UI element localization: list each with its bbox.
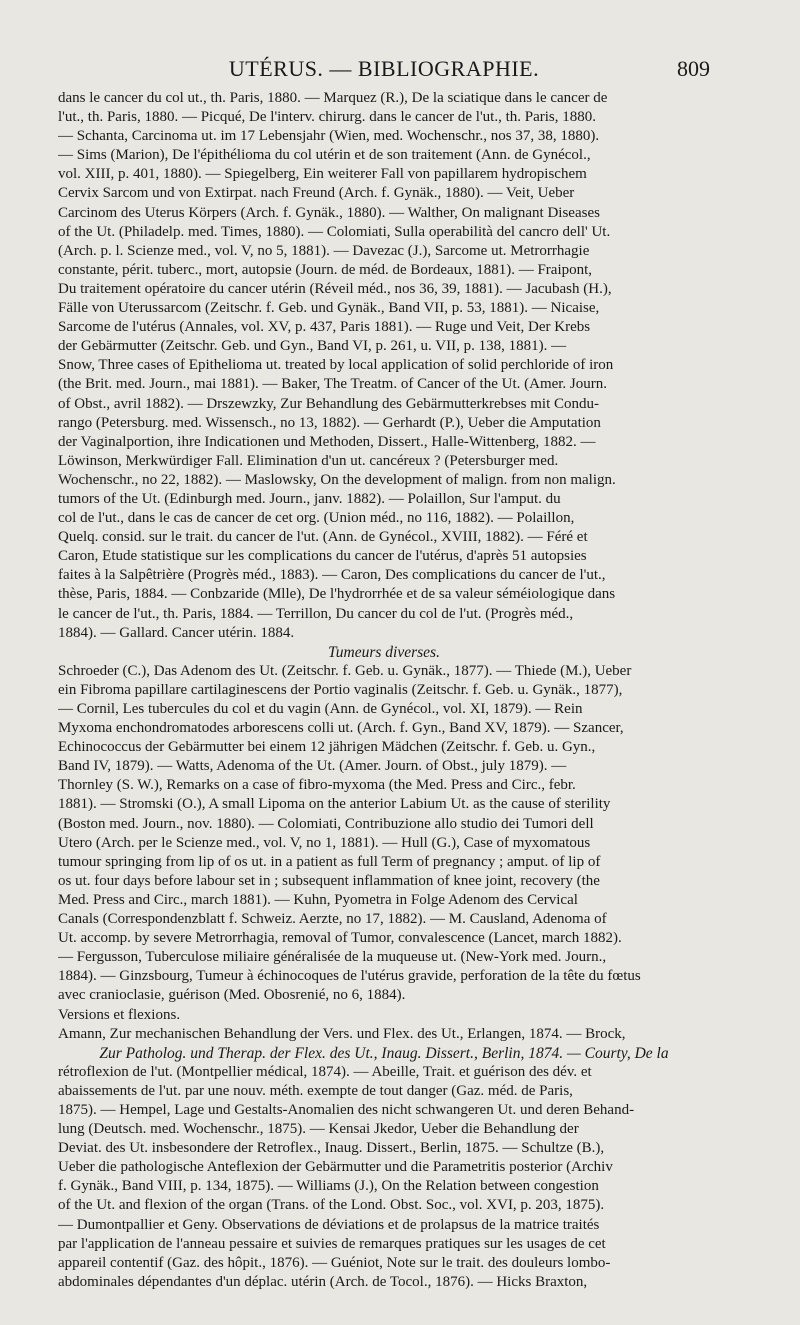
bibliography-text bbox=[58, 89, 710, 1292]
text-line: Utero (Arch. per le Scienze med., vol. V, no 1, 1881). — Hull (G.), Case of myxomatous bbox=[58, 834, 591, 851]
text-line: Band IV, 1879). — Watts, Adenoma of the Ut. (Amer. Journ. of Obst., july 1879). — bbox=[58, 758, 567, 775]
text-line: of the Ut. and flexion of the organ (Trans. of the Lond. Obst. Soc., vol. XVI, p. 203, 1875). bbox=[58, 1197, 605, 1214]
text-line: Echinococcus der Gebärmutter bei einem 12 jährigen Mädchen (Zeitschr. f. Geb. u. Gyn., bbox=[58, 739, 596, 756]
text-line: der Vaginalportion, ihre Indicationen und Methoden, Dissert., Halle-Wittenberg, 1882. — bbox=[58, 433, 596, 450]
text-line: 1884). — Ginzsbourg, Tumeur à échinocoques de l'utérus gravide, perforation de la tête du fœtus bbox=[58, 968, 641, 985]
text-line: rétroflexion de l'ut. (Montpellier médical, 1874). — Abeille, Trait. et guérison des dév. et bbox=[58, 1063, 592, 1080]
text-line: Schroeder (C.), Das Adenom des Ut. (Zeitschr. f. Geb. u. Gynäk., 1877). — Thiede (M.), Ueber bbox=[58, 662, 632, 679]
text-line: Du traitement opératoire du cancer utérin (Réveil méd., nos 36, 39, 1881). — Jacubash (H.), bbox=[58, 280, 612, 297]
text-line: Canals (Correspondenzblatt f. Schweiz. Aerzte, no 17, 1882). — M. Causland, Adenoma of bbox=[58, 911, 607, 928]
text-line: Amann, Zur mechanischen Behandlung der Vers. und Flex. des Ut., Erlangen, 1874. — Brock, bbox=[58, 1025, 626, 1042]
text-line: Caron, Etude statistique sur les complications du cancer de l'utérus, d'après 51 autopsies bbox=[58, 548, 587, 565]
text-line: par l'application de l'anneau pessaire et suivies de remarques pratiques sur les usages de cet bbox=[58, 1235, 606, 1252]
text-line: Löwinson, Merkwürdiger Fall. Elimination d'un ut. cancéreux ? (Petersburger med. bbox=[58, 452, 559, 469]
text-line: faites à la Salpêtrière (Progrès méd., 1883). — Caron, Des complications du cancer de l'ut., bbox=[58, 567, 606, 584]
text-line: os ut. four days before labour set in ; subsequent inflammation of knee joint, recovery (the bbox=[58, 872, 600, 889]
text-line: constante, périt. tuberc., mort, autopsie (Journ. de méd. de Bordeaux, 1881). — Fraipont, bbox=[58, 261, 593, 278]
text-line: vol. XIII, p. 401, 1880). — Spiegelberg, Ein weiterer Fall von papillarem hydropischem bbox=[58, 166, 587, 183]
text-line: Ueber die pathologische Anteflexion der Gebärmutter und die Parametritis posterior (Archiv bbox=[58, 1159, 613, 1176]
text-line: l'ut., th. Paris, 1880. — Picqué, De l'interv. chirurg. dans le cancer de l'ut., th. Paris, 1880. bbox=[58, 109, 597, 126]
text-line: ein Fibroma papillare cartilaginescens der Portio vaginalis (Zeitschr. f. Geb. u. Gynäk., 1877), bbox=[58, 681, 623, 698]
text-line: Carcinom des Uterus Körpers (Arch. f. Gynäk., 1880). — Walther, On malignant Diseases bbox=[58, 204, 600, 221]
text-line: dans le cancer du col ut., th. Paris, 1880. — Marquez (R.), De la sciatique dans le cancer de bbox=[58, 90, 608, 106]
text-line: Med. Press and Circ., march 1881). — Kuhn, Pyometra in Folge Adenom des Cervical bbox=[58, 891, 578, 908]
section-heading-versions: Zur Patholog. und Therap. der Flex. des Ut., Inaug. Dissert., Berlin, 1874. — Courty, De la bbox=[99, 1044, 669, 1062]
text-line: Myxoma enchondromatodes arborescens colli ut. (Arch. f. Gyn., Band XV, 1879). — Szancer, bbox=[58, 720, 624, 737]
text-line: 1884). — Gallard. Cancer utérin. 1884. bbox=[58, 624, 295, 641]
text-line: — Fergusson, Tuberculose miliaire généralisée de la muqueuse ut. (New-York med. Journ., bbox=[58, 949, 607, 966]
text-line: Thornley (S. W.), Remarks on a case of fibro-myxoma (the Med. Press and Circ., febr. bbox=[58, 777, 576, 794]
text-line: — Schanta, Carcinoma ut. im 17 Lebensjahr (Wien, med. Wochenschr., nos 37, 38, 1880). bbox=[58, 128, 600, 145]
text-line: abdominales dépendantes d'un déplac. utérin (Arch. de Tocol., 1876). — Hicks Braxton, bbox=[58, 1273, 588, 1290]
text-line: (the Brit. med. Journ., mai 1881). — Baker, The Treatm. of Cancer of the Ut. (Amer. Journ. bbox=[58, 376, 608, 393]
text-line: Ut. accomp. by severe Metrorrhagia, removal of Tumor, convalescence (Lancet, march 1882). bbox=[58, 930, 622, 947]
text-line: f. Gynäk., Band VIII, p. 134, 1875). — Williams (J.), On the Relation between congestion bbox=[58, 1178, 599, 1195]
text-line: rango (Petersburg. med. Wissensch., no 13, 1882). — Gerhardt (P.), Ueber die Amputation bbox=[58, 414, 601, 431]
text-line: — Sims (Marion), De l'épithélioma du col utérin et de son traitement (Ann. de Gynécol., bbox=[58, 147, 591, 164]
text-line: avec cranioclasie, guérison (Med. Obosrenié, no 6, 1884). bbox=[58, 987, 406, 1004]
running-title: UTÉRUS. — BIBLIOGRAPHIE. bbox=[228, 56, 540, 81]
text-line: col de l'ut., dans le cas de cancer de cet org. (Union méd., no 116, 1882). — Polaillon, bbox=[58, 510, 575, 527]
text-line: Cervix Sarcom und von Extirpat. nach Freund (Arch. f. Gynäk., 1880). — Veit, Ueber bbox=[58, 185, 575, 202]
text-line: of the Ut. (Philadelp. med. Times, 1880). — Colomiati, Sulla operabilità del cancro dell' Ut. bbox=[58, 223, 611, 240]
text-line: 1881). — Stromski (O.), A small Lipoma on the anterior Labium Ut. as the cause of sterility bbox=[58, 796, 611, 813]
text-line: abaissements de l'ut. par une nouv. méth. exempte de tout danger (Gaz. méd. de Paris, bbox=[58, 1082, 573, 1099]
text-line: Snow, Three cases of Epithelioma ut. treated by local application of solid perchloride of iron bbox=[58, 357, 614, 374]
text-line: Deviat. des Ut. insbesondere der Retroflex., Inaug. Dissert., Berlin, 1875. — Schultze (B.), bbox=[58, 1140, 605, 1157]
text-line: Fälle von Uterussarcom (Zeitschr. f. Geb. und Gynäk., Band VII, p. 53, 1881). — Nicaise, bbox=[58, 300, 600, 317]
text-line: — Dumontpallier et Geny. Observations de déviations et de prolapsus de la matrice traités bbox=[58, 1216, 600, 1233]
text-line: Quelq. consid. sur le trait. du cancer de l'ut. (Ann. de Gynécol., XVIII, 1882). — Féré et bbox=[58, 529, 588, 546]
text-line: Sarcome de l'utérus (Annales, vol. XV, p. 437, Paris 1881). — Ruge und Veit, Der Krebs bbox=[58, 319, 591, 336]
text-line: lung (Deutsch. med. Wochenschr., 1875). — Kensai Jkedor, Ueber die Behandlung der bbox=[58, 1121, 579, 1138]
text-line: Wochenschr., no 22, 1882). — Maslowsky, On the development of malign. from non malign. bbox=[58, 471, 616, 488]
text-line: appareil contentif (Gaz. des hôpit., 1876). — Guéniot, Note sur le trait. des douleurs lombo- bbox=[58, 1254, 611, 1271]
text-line: (Boston med. Journ., nov. 1880). — Colomiati, Contribuzione allo studio dei Tumori dell bbox=[58, 815, 594, 832]
text-line: Versions et flexions. bbox=[58, 1006, 181, 1023]
text-line: thèse, Paris, 1884. — Conbzaride (Mlle), De l'hydrorrhée et de sa valeur séméiologique dans bbox=[58, 586, 616, 603]
page-number: 809 bbox=[677, 56, 710, 81]
running-header bbox=[58, 56, 710, 84]
text-line: tumour springing from lip of os ut. in a patient as full Term of pregnancy ; amput. of lip of bbox=[58, 853, 601, 870]
text-line: — Cornil, Les tubercules du col et du vagin (Ann. de Gynécol., vol. XI, 1879). — Rein bbox=[58, 701, 583, 717]
text-line: der Gebärmutter (Zeitschr. Geb. und Gyn., Band VI, p. 261, u. VII, p. 138, 1881). — bbox=[58, 338, 567, 355]
section-heading-tumeurs: Tumeurs diverses. bbox=[328, 643, 440, 661]
text-line: of Obst., avril 1882). — Drszewzky, Zur Behandlung des Gebärmutterkrebses mit Condu- bbox=[58, 395, 599, 412]
text-line: 1875). — Hempel, Lage und Gestalts-Anomalien des nicht schwangeren Ut. und deren Behand- bbox=[58, 1101, 635, 1118]
text-line: le cancer de l'ut., th. Paris, 1884. — Terrillon, Du cancer du col de l'ut. (Progrès méd., bbox=[58, 605, 574, 622]
text-line: tumors of the Ut. (Edinburgh med. Journ., janv. 1882). — Polaillon, Sur l'amput. du bbox=[58, 490, 561, 507]
text-line: (Arch. p. l. Scienze med., vol. V, no 5, 1881). — Davezac (J.), Sarcome ut. Metrorrhagie bbox=[58, 242, 590, 259]
